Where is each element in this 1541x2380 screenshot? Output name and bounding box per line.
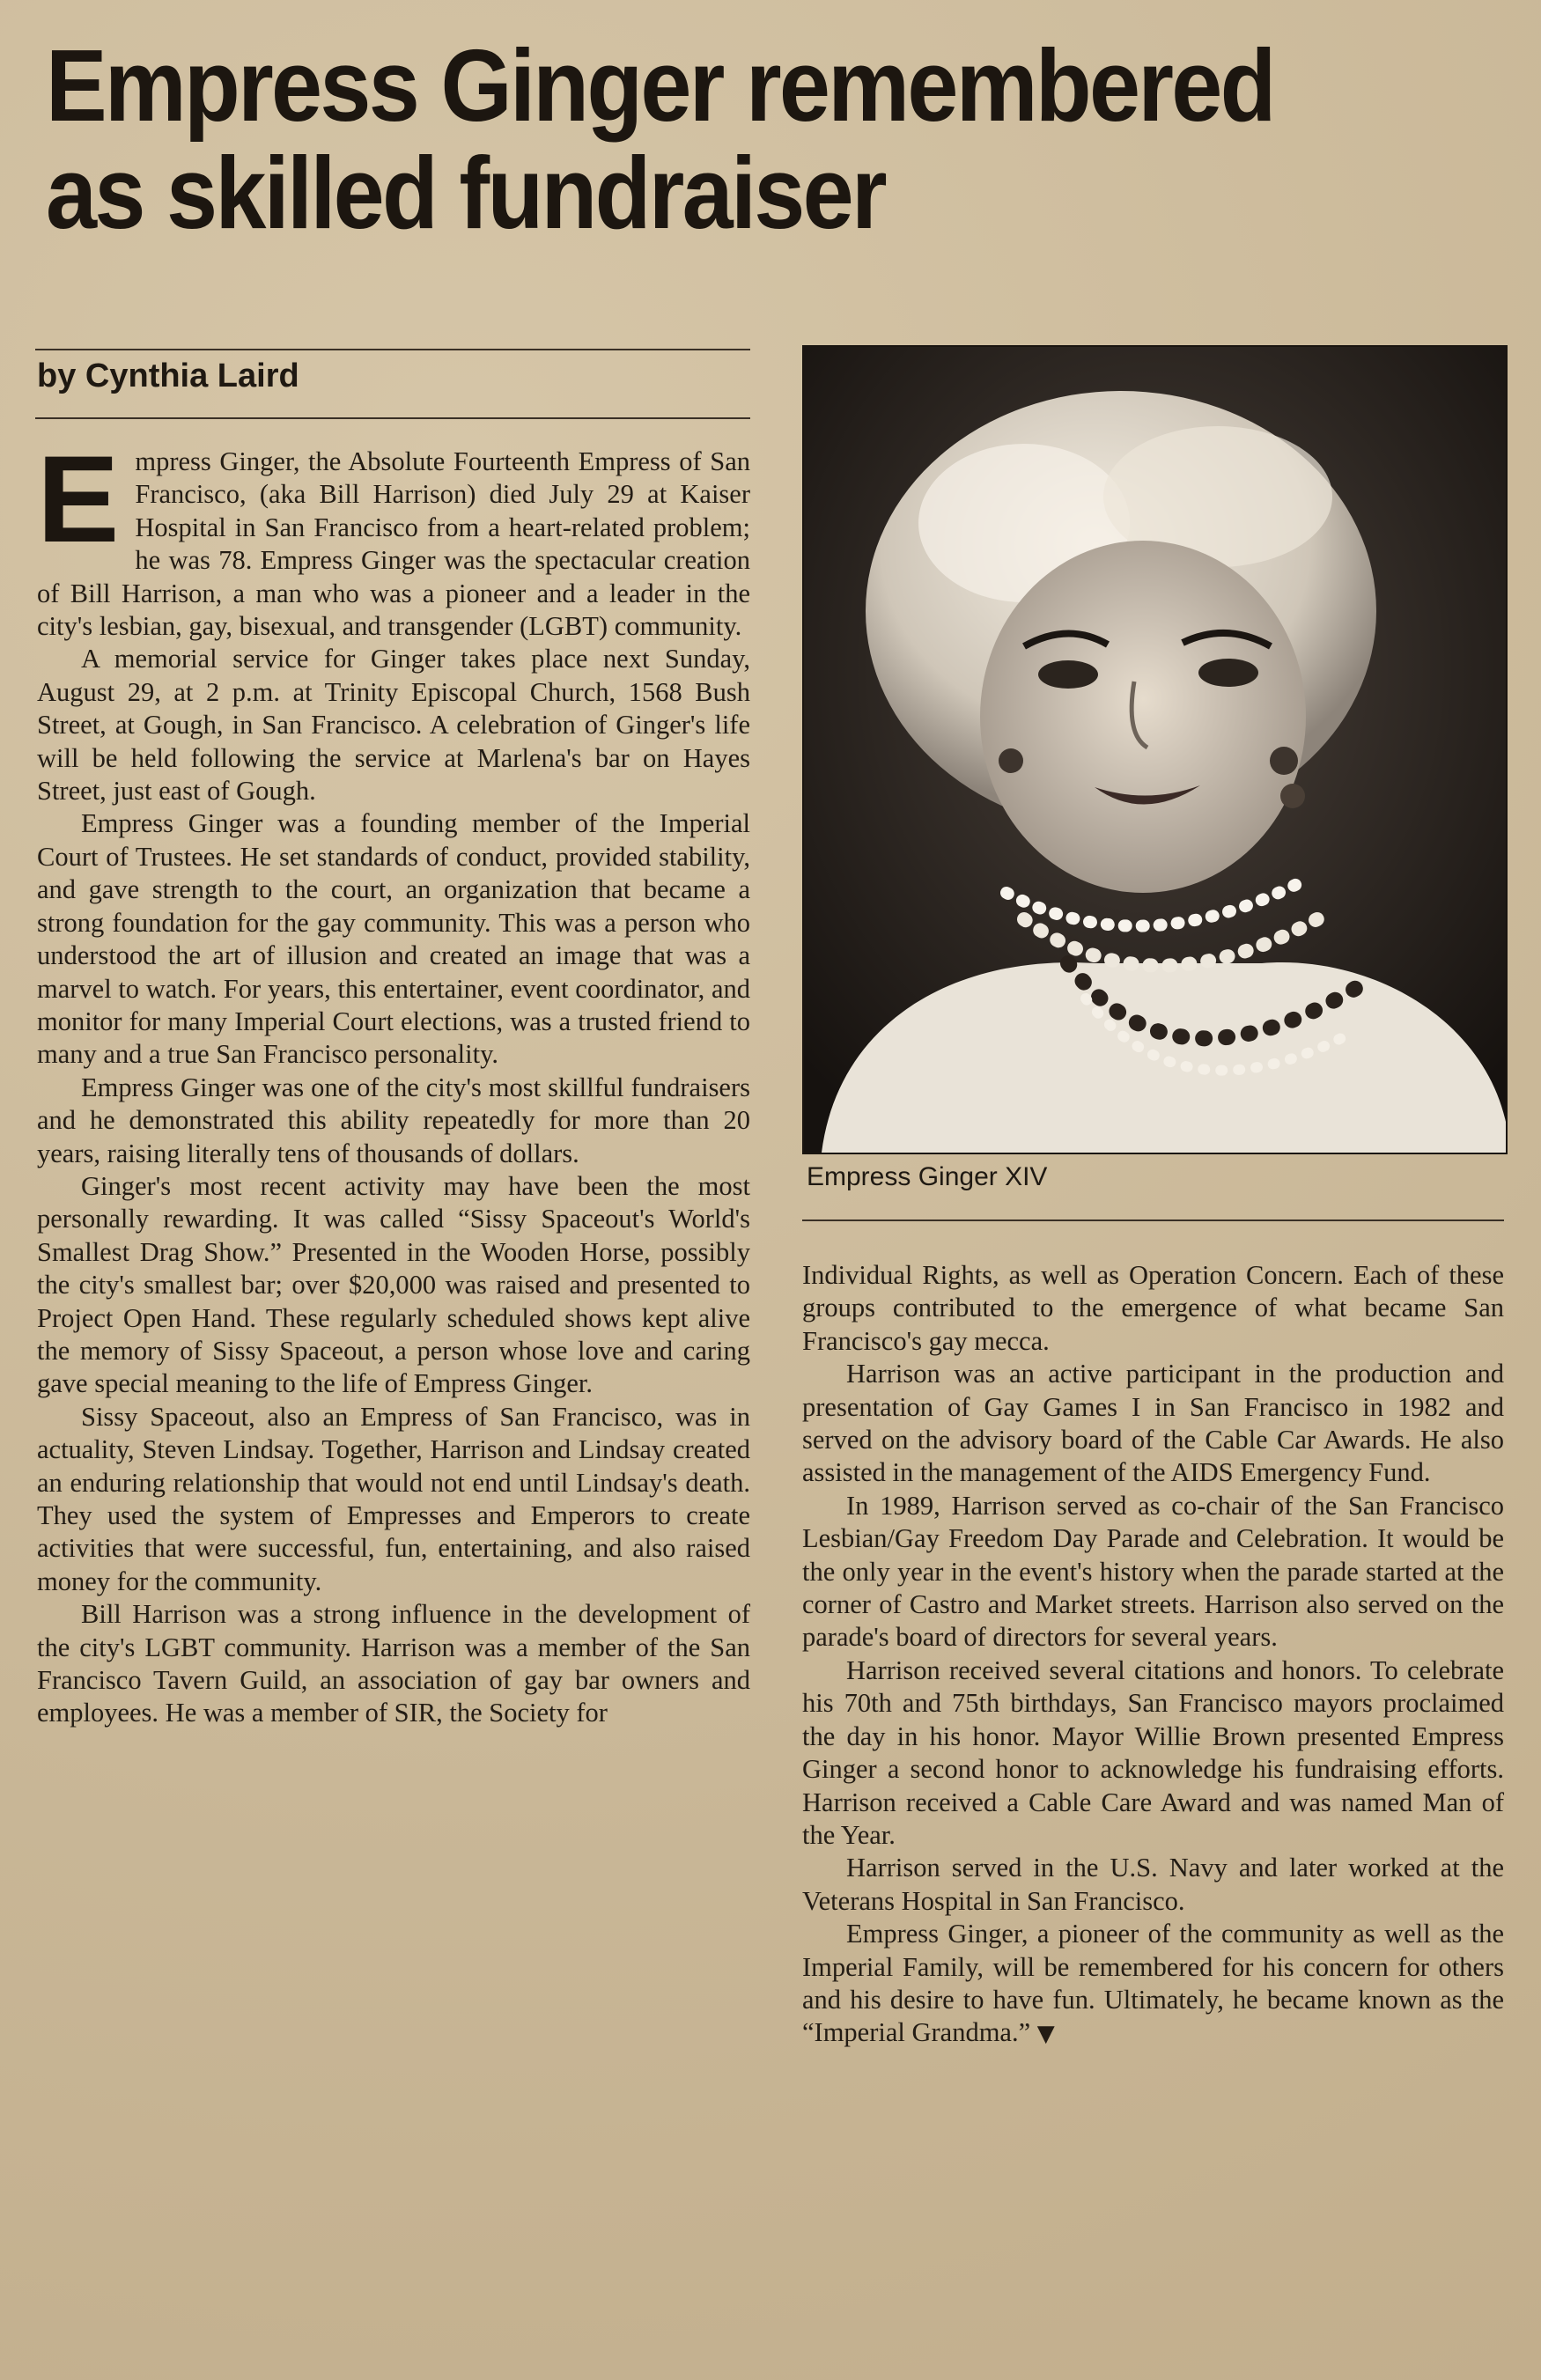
portrait-illustration [804,347,1506,1153]
byline-bottom-rule [35,417,750,419]
paragraph: Harrison was an active participant in the production and presentation of Gay Games I in San Francisco in 1982 and served on the advisory board of the Cable Car Awards. He also assisted in the management of the AIDS Emergency Fund. [802,1359,1504,1488]
lead-paragraph-text: mpress Ginger, the Absolute Fourteenth Empress of San Francisco, (aka Bill Harrison) died July 29 at Kaiser Hospital in San Francisco from a heart-related problem; he was 78. Empress Ginger was the spectacular creation of Bill Harrison, a man who was a pioneer and a leader in the city's lesbian, gay, bisexual, and transgender (LGBT) community. [37,446,750,642]
paragraph: Individual Rights, as well as Operation Concern. Each of these groups contributed to the emergence of what became San Francisco's gay mecca. [802,1260,1504,1356]
paragraph: A memorial service for Ginger takes place next Sunday, August 29, at 2 p.m. at Trinity Episcopal Church, 1568 Bush Street, at Gough, in San Francisco. A celebration of Ginger's life will be held following the service at Marlena's bar on Hayes Street, just east of Gough. [37,644,750,807]
drop-cap: E [37,430,120,568]
caption-rule [802,1219,1504,1221]
paragraph: Sissy Spaceout, also an Empress of San Francisco, was in actuality, Steven Lindsay. Together, Harrison and Lindsay created an enduring relationship that would not end until Lindsay's death. They used the system of Empresses and Emperors to create activities that were successful, fun, entertaining, and also raised money for the community. [37,1401,750,1596]
paragraph: In 1989, Harrison served as co-chair of the San Francisco Lesbian/Gay Freedom Day Parade and Celebration. It would be the only year in the event's history when the parade started at the corner of Castro and Market streets. Harrison also served on the parade's board of directors for several years. [802,1490,1504,1653]
byline-top-rule [35,349,750,350]
closing-paragraph [802,1918,1504,2052]
paragraph: Harrison served in the U.S. Navy and later worked at the Veterans Hospital in San Francisco. [802,1853,1504,1916]
left-column [37,430,750,1730]
byline: by Cynthia Laird [37,357,299,394]
lead-paragraph [37,430,750,643]
headline-line-1: Empress Ginger remembered [46,28,1274,143]
portrait-photo [802,345,1508,1154]
right-column [802,1259,1504,2052]
photo-caption: Empress Ginger XIV [807,1162,1048,1191]
paragraph: Empress Ginger was one of the city's most skillful fundraisers and he demonstrated this ability repeatedly for more than 20 years, raising literally tens of thousands of dollars. [37,1072,750,1168]
end-of-article-icon: ▼ [1036,2021,1055,2048]
paragraph: Harrison received several citations and honors. To celebrate his 70th and 75th birthdays, San Francisco mayors proclaimed the day in his honor. Mayor Willie Brown presented Empress Ginger a second honor to acknowledge his fundraising efforts. Harrison received a Cable Care Award and was named Man of the Year. [802,1654,1504,1850]
closing-paragraph-text: Empress Ginger, a pioneer of the community as well as the Imperial Family, will be remembered for his concern for others and his desire to have fun. Ultimately, he became known as the “Imperial Grandma.” [802,1919,1504,2048]
headline [46,28,1361,250]
paragraph: Bill Harrison was a strong influence in the development of the city's LGBT community. Harrison was a member of the San Francisco Tavern Guild, an association of gay bar owners and employees. He was a member of SIR, the Society for [37,1599,750,1728]
headline-line-2: as skilled fundraiser [46,136,885,250]
paragraph: Ginger's most recent activity may have been the most personally rewarding. It was called “Sissy Spaceout's World's Smallest Drag Show.” Presented in the Wooden Horse, possibly the city's smallest bar; over $20,000 was raised and presented to Project Open Hand. These regularly scheduled shows kept alive the memory of Sissy Spaceout, a person whose love and caring gave special meaning to the life of Empress Ginger. [37,1170,750,1399]
paragraph: Empress Ginger was a founding member of the Imperial Court of Trustees. He set standards of conduct, provided stability, and gave strength to the court, an organization that became a strong foundation for the gay community. This was a person who understood the art of illusion and created an image that was a marvel to watch. For years, this entertainer, event coordinator, and monitor for many Imperial Court elections, was a trusted friend to many and a true San Francisco personality. [37,808,750,1070]
